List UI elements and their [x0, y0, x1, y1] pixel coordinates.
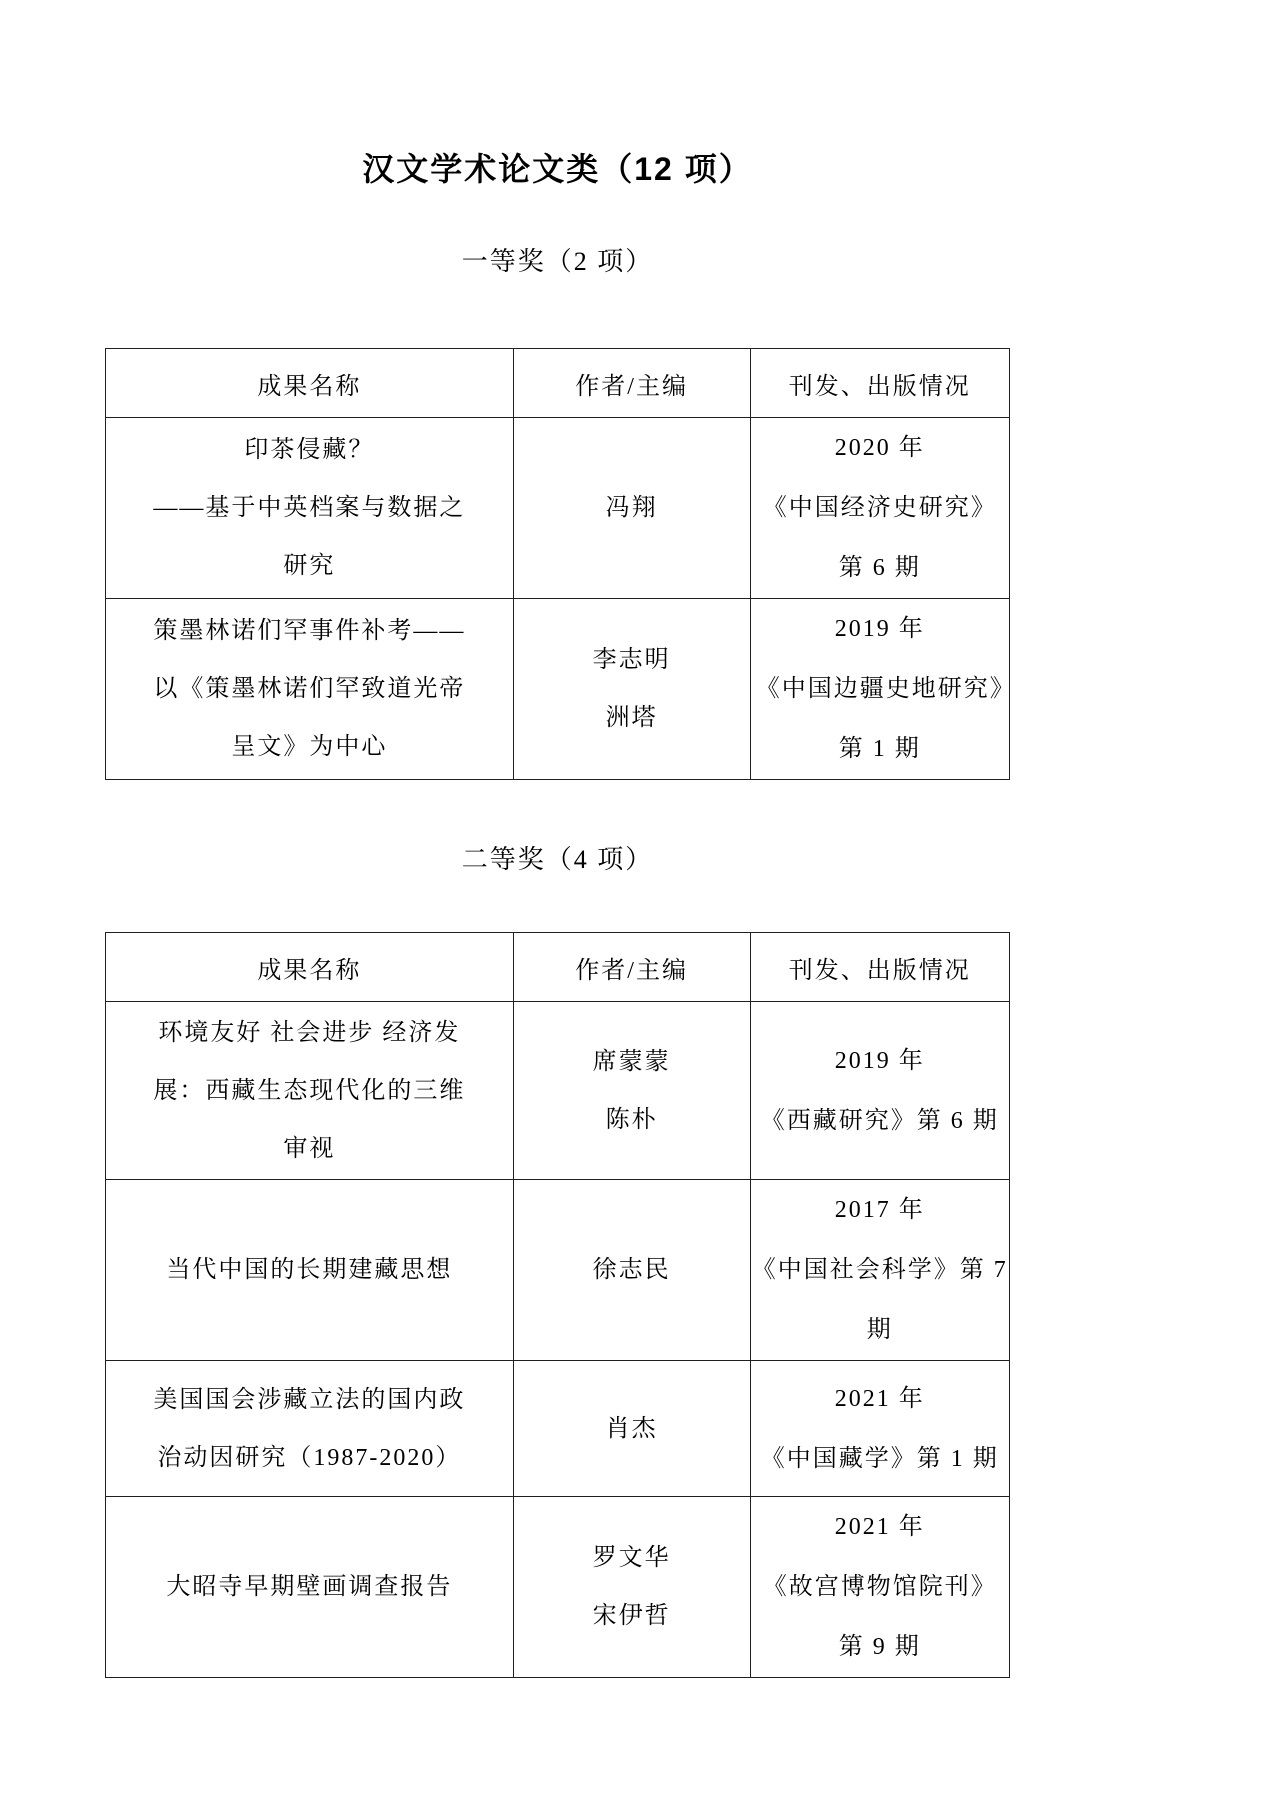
author-name: 冯翔 — [605, 495, 658, 521]
publication-cell — [750, 599, 1009, 780]
document-content — [105, 0, 1010, 1678]
author-cell — [513, 1361, 750, 1497]
section-heading-second-prize: 二等奖（4 项） — [461, 845, 654, 874]
table-row — [106, 1180, 1010, 1361]
publication-journal: 《中国藏学》第 1 期 — [760, 1445, 999, 1472]
publication-cell — [750, 1497, 1009, 1678]
page-title: 汉文学术论文类（12 项） — [362, 151, 753, 187]
result-name-line: 印茶侵藏？ — [244, 437, 375, 463]
result-name-cell — [106, 599, 514, 780]
result-name-line: 展：西藏生态现代化的三维 — [153, 1077, 466, 1104]
header-author-editor: 作者/主编 — [513, 933, 750, 1002]
publication-year: 2021 年 — [834, 1514, 925, 1540]
publication-journal: 《故宫博物馆院刊》第 9 期 — [762, 1574, 997, 1660]
header-result-name: 成果名称 — [106, 349, 514, 418]
publication-year: 2017 年 — [834, 1197, 925, 1223]
result-name-line: 呈文》为中心 — [231, 734, 388, 760]
result-name-line: 美国国会涉藏立法的国内政 — [153, 1386, 466, 1413]
result-name-cell — [106, 1497, 514, 1678]
result-name-cell — [106, 1002, 514, 1180]
publication-year: 2020 年 — [834, 435, 925, 461]
table-row — [106, 418, 1010, 599]
result-name-line: 治动因研究（1987-2020） — [157, 1444, 462, 1471]
publication-journal: 《中国经济史研究》第 6 期 — [762, 495, 997, 581]
author-name: 李志明 — [592, 647, 671, 673]
result-name-cell — [106, 1180, 514, 1361]
author-name: 宋伊哲 — [592, 1603, 671, 1629]
author-cell — [513, 418, 750, 599]
result-name-line: 审视 — [283, 1135, 336, 1162]
publication-cell — [750, 1361, 1009, 1497]
result-name-line: 大昭寺早期壁画调查报告 — [166, 1574, 453, 1600]
publication-year: 2019 年 — [834, 1047, 925, 1074]
publication-cell — [750, 1180, 1009, 1361]
publication-year: 2019 年 — [834, 616, 925, 642]
author-cell — [513, 1002, 750, 1180]
section-second-prize — [105, 842, 1010, 1678]
publication-journal: 《西藏研究》第 6 期 — [760, 1107, 999, 1134]
table-header-row — [106, 349, 1010, 418]
header-publication-status: 刊发、出版情况 — [750, 349, 1009, 418]
result-name-line: 环境友好 社会进步 经济发 — [158, 1019, 461, 1046]
author-cell — [513, 1180, 750, 1361]
header-result-name: 成果名称 — [106, 933, 514, 1002]
publication-year: 2021 年 — [834, 1385, 925, 1412]
table-header-row — [106, 933, 1010, 1002]
header-publication-status: 刊发、出版情况 — [750, 933, 1009, 1002]
second-prize-table — [105, 932, 1010, 1678]
author-cell — [513, 1497, 750, 1678]
result-name-line: 以《策墨林诺们罕致道光帝 — [153, 676, 466, 702]
author-name: 席蒙蒙 — [592, 1048, 671, 1075]
author-name: 徐志民 — [592, 1257, 671, 1283]
table-row — [106, 1002, 1010, 1180]
table-row — [106, 1361, 1010, 1497]
author-name: 罗文华 — [592, 1545, 671, 1571]
author-name: 肖杰 — [605, 1415, 658, 1442]
section-heading-first-prize: 一等奖（2 项） — [461, 247, 654, 276]
first-prize-table — [105, 348, 1010, 780]
table-row — [106, 1497, 1010, 1678]
result-name-line: 策墨林诺们罕事件补考—— — [153, 618, 466, 644]
author-name: 陈朴 — [605, 1106, 658, 1133]
result-name-line: 当代中国的长期建藏思想 — [166, 1257, 453, 1283]
author-name: 洲塔 — [605, 705, 658, 731]
table-row — [106, 599, 1010, 780]
result-name-line: 研究 — [283, 553, 336, 579]
result-name-cell — [106, 418, 514, 599]
publication-journal: 《中国边疆史地研究》第 1 期 — [755, 676, 1004, 762]
section-first-prize — [105, 244, 1010, 780]
result-name-line: ——基于中英档案与数据之 — [153, 495, 466, 521]
publication-cell — [750, 418, 1009, 599]
header-author-editor: 作者/主编 — [513, 349, 750, 418]
publication-journal: 《中国社会科学》第 7 期 — [751, 1257, 1008, 1343]
author-cell — [513, 599, 750, 780]
result-name-cell — [106, 1361, 514, 1497]
publication-cell — [750, 1002, 1009, 1180]
